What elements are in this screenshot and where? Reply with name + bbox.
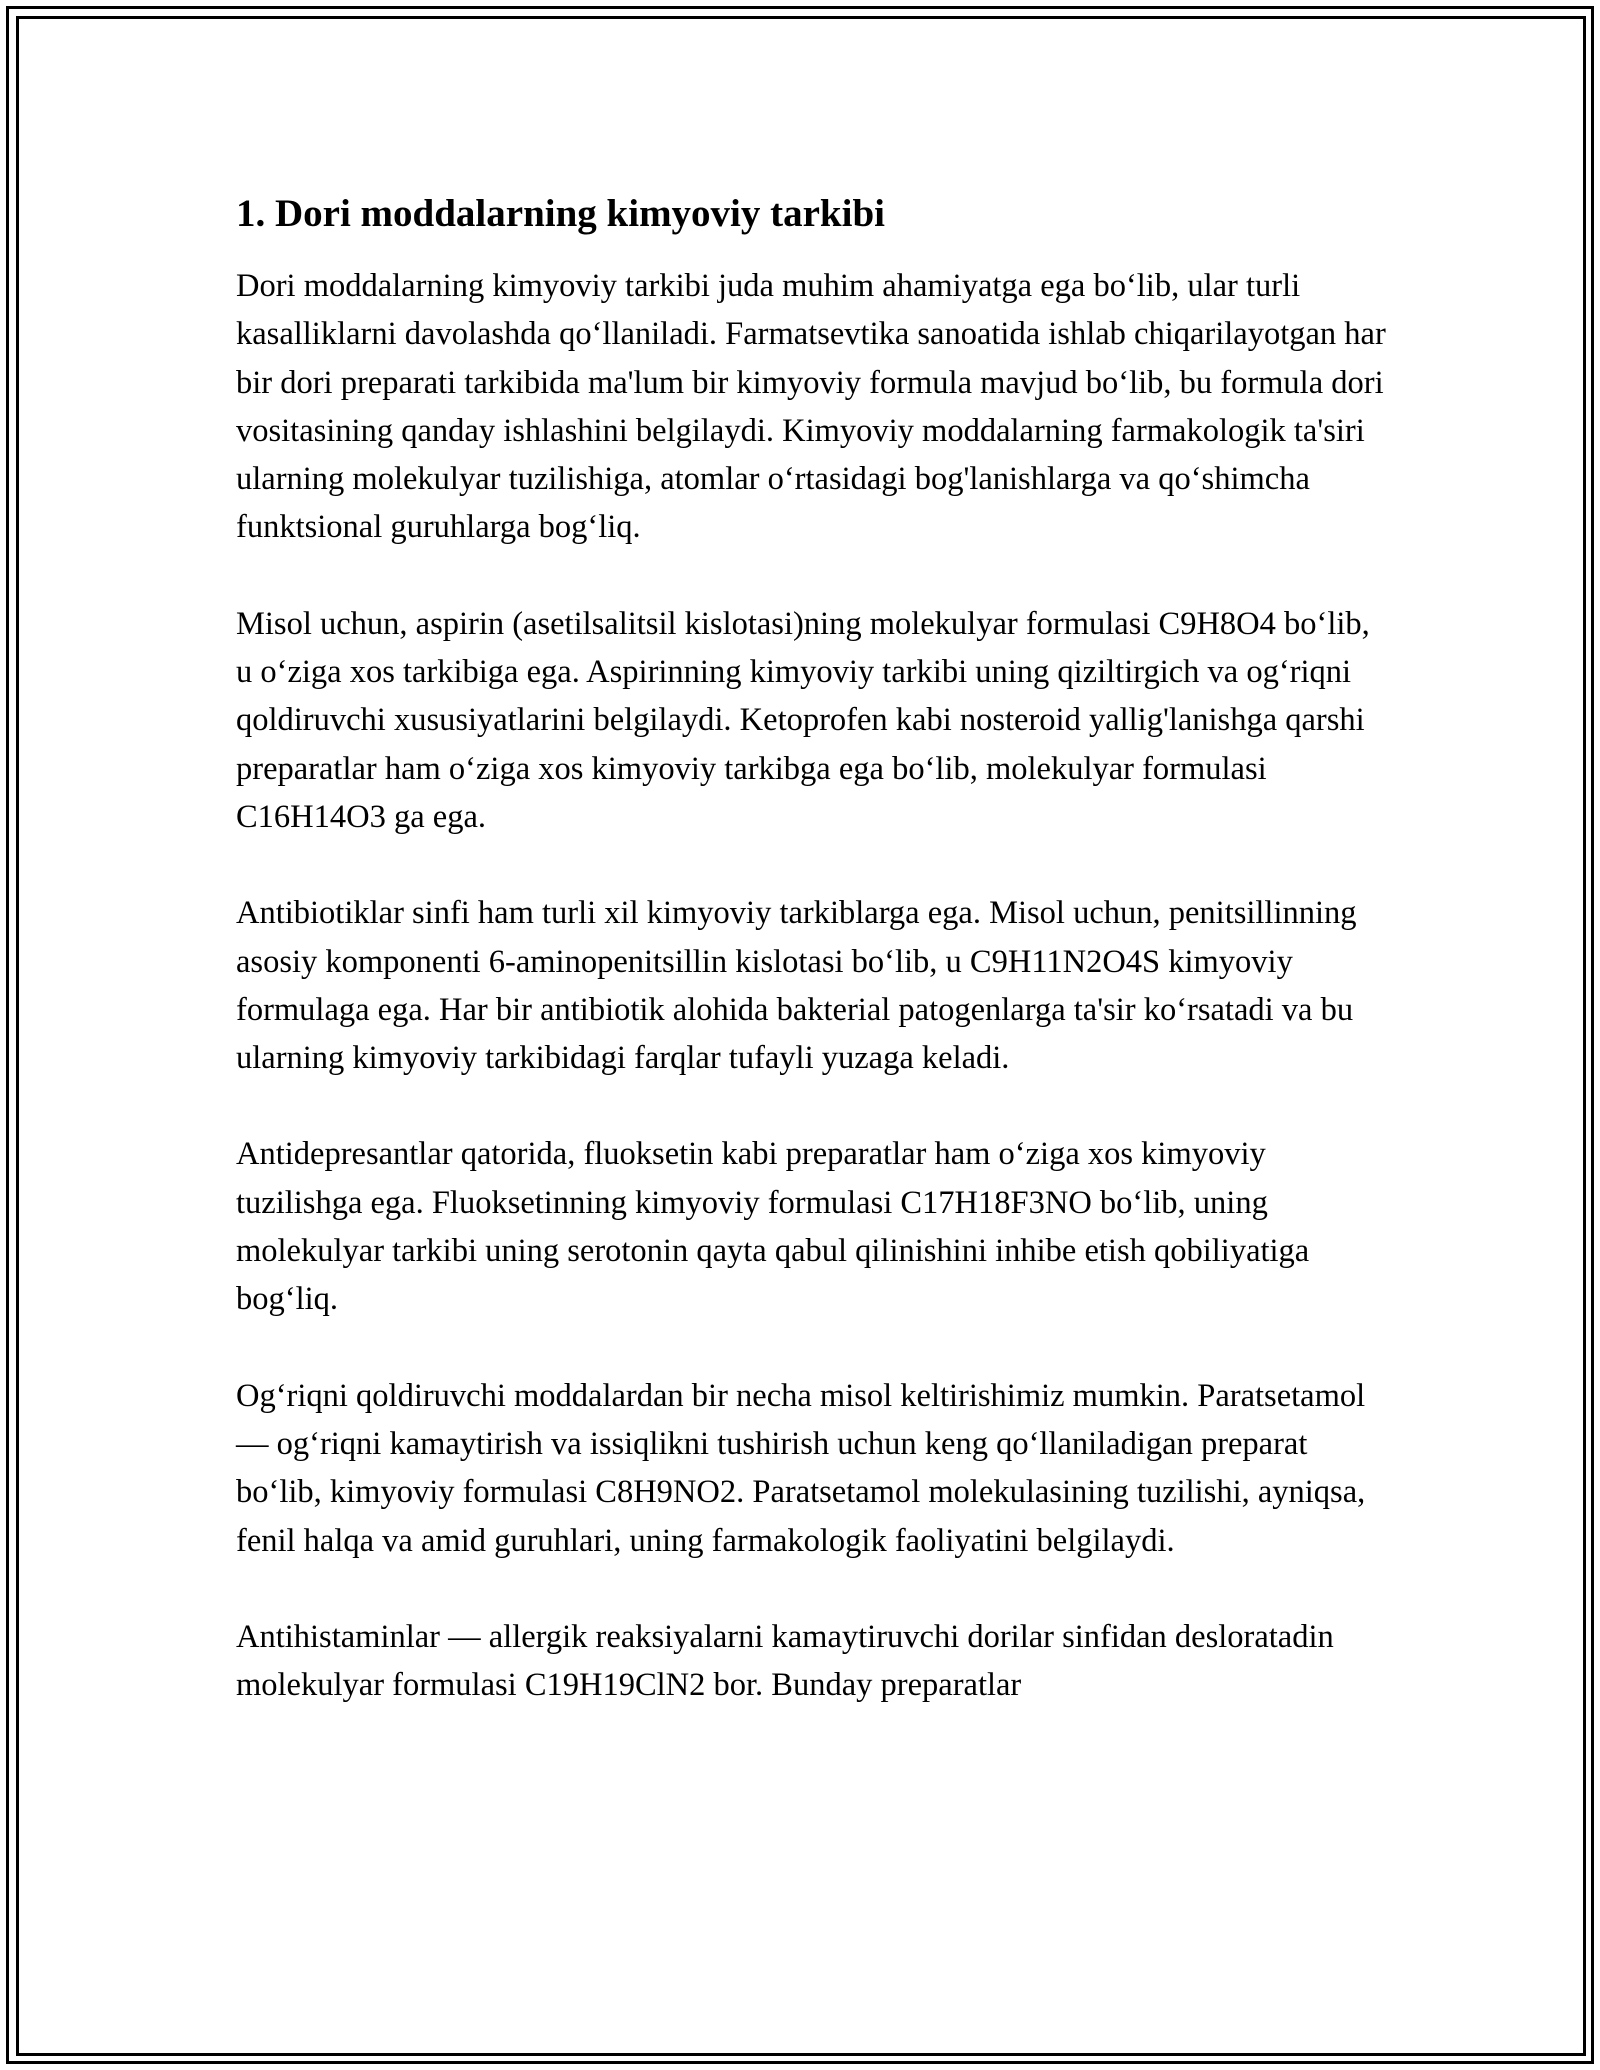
section-heading: 1. Dori moddalarning kimyoviy tarkibi: [236, 192, 885, 235]
paragraph-analgesics: Og‘riqni qoldiruvchi moddalardan bir necha misol keltirishimiz mumkin. Paratsetamol — og‘riqni kamaytirish va issiqlikni tushirish uchun keng qo‘llaniladigan preparat bo‘lib, kimyoviy formulasi C8H9NO2. Paratsetamol molekulasining tuzilishi, ayniqsa, fenil halqa va amid guruhlari, uning farmakologik faoliyatini belgilaydi.: [236, 1377, 1366, 1559]
paragraph-intro: Dori moddalarning kimyoviy tarkibi juda muhim ahamiyatga ega bo‘lib, ular turli kasalliklarni davolashda qo‘llaniladi. Farmatsevtika sanoatida ishlab chiqarilayotgan har bir dori preparati tarkibida ma'lum bir kimyoviy formula mavjud bo‘lib, bu formula dori vositasining qanday ishlashini belgilaydi. Kimyoviy moddalarning farmakologik ta'siri ularning molekulyar tuzilishiga, atomlar o‘rtasidagi bog'lanishlarga va qo‘shimcha funktsional guruhlarga bog‘liq.: [236, 268, 1386, 546]
paragraph-antidepressants: Antidepresantlar qatorida, fluoksetin kabi preparatlar ham o‘ziga xos kimyoviy tuzilishga ega. Fluoksetinning kimyoviy formulasi C17H18F3NO bo‘lib, uning molekulyar tarkibi uning serotonin qayta qabul qilinishini inhibe etish qobiliyatiga bog‘liq.: [236, 1136, 1310, 1318]
paragraph-antibiotics: Antibiotiklar sinfi ham turli xil kimyoviy tarkiblarga ega. Misol uchun, penitsillinning asosiy komponenti 6-aminopenitsillin kislotasi bo‘lib, u C9H11N2O4S kimyoviy formulaga ega. Har bir antibiotik alohida bakterial patogenlarga ta'sir ko‘rsatadi va bu ularning kimyoviy tarkibidagi farqlar tufayli yuzaga keladi.: [236, 895, 1357, 1077]
document-body: [236, 188, 1386, 1757]
paragraph-aspirin: Misol uchun, aspirin (asetilsalitsil kislotasi)ning molekulyar formulasi C9H8O4 bo‘lib, u o‘ziga xos tarkibiga ega. Aspirinning kimyoviy tarkibi uning qiziltirgich va og‘riqni qoldiruvchi xususiyatlarini belgilaydi. Ketoprofen kabi nosteroid yallig'lanishga qarshi preparatlar ham o‘ziga xos kimyoviy tarkibga ega bo‘lib, molekulyar formulasi C16H14O3 ga ega.: [236, 605, 1370, 835]
paragraph-antihistamines: Antihistaminlar — allergik reaksiyalarni kamaytiruvchi dorilar sinfidan desloratadin molekulyar formulasi C19H19ClN2 bor. Bunday preparatlar: [236, 1618, 1334, 1704]
